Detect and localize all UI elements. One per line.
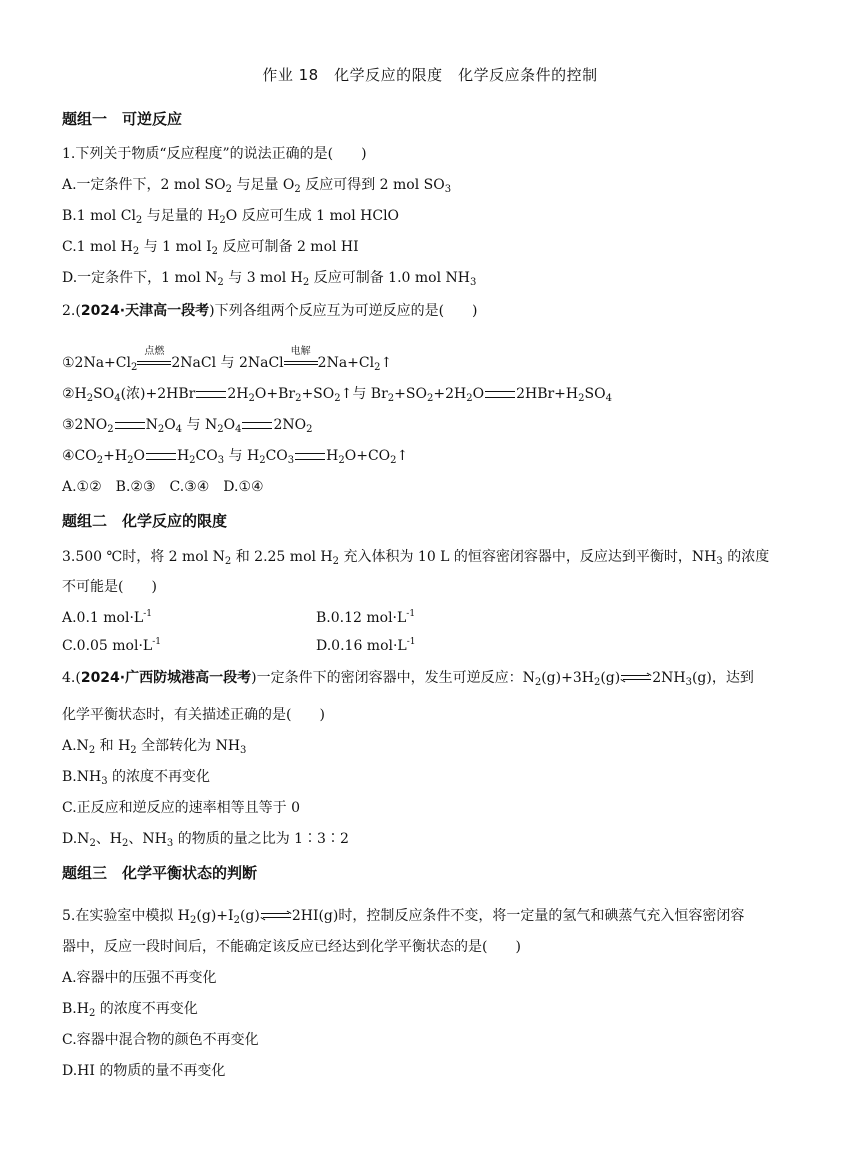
question-4-stem-cont: 化学平衡状态时，有关描述正确的是( ): [62, 707, 325, 723]
question-2-reaction-2: $②H_2SO_4$(浓)+2HBr $2H_2O+Br_2+SO_2↑$与 $Br_2+SO_2+2H_2O$ $2HBr+H_2SO_4$: [62, 386, 612, 404]
question-3-stem: 3.500 ℃时，将 2 mol $N_2$ 和 2.25 mol $H_2$ 充入体积为 10 L 的恒容密闭容器中，反应达到平衡时，$NH_3$ 的浓度: [62, 549, 770, 567]
question-3-stem-cont: 不可能是( ): [62, 579, 157, 595]
reversible-arrow: [261, 911, 291, 921]
question-3-option-a: A.0.1 $mol\cdot L^{-1}$: [62, 609, 152, 626]
question-5-stem: 5.在实验室中模拟 $H_2(g)+I_2(g)$ 2HI(g)时，控制反应条件不变，将一定量的氢气和碘蒸气充入恒容密闭容: [62, 908, 745, 926]
question-4-option-a: $A.N_2$ 和 $H_2$ 全部转化为 $NH_3$: [62, 738, 247, 756]
question-2-options: A.①② B.②③ C.③④ D.①④: [62, 479, 264, 495]
question-4-stem: 4.(2024·广西防城港高一段考)一定条件下的密闭容器中，发生可逆反应：$N_2(g)+3H_2(g)$ $2NH_3(g)$，达到: [62, 670, 754, 688]
question-1-option-b: B.1 mol $Cl_2$ 与足量的 $H_2O$ 反应可生成 1 mol HClO: [62, 208, 400, 226]
question-5-option-d: D.HI 的物质的量不再变化: [62, 1063, 226, 1079]
section-heading-2: 题组二 化学反应的限度: [62, 512, 228, 530]
question-4-option-c: C.正反应和逆反应的速率相等且等于 0: [62, 800, 301, 816]
reaction-arrow-ignite: 点燃: [137, 356, 171, 370]
question-3-option-d: D.0.16 $mol\cdot L^{-1}$: [316, 637, 416, 654]
question-5-stem-cont: 器中，反应一段时间后，不能确定该反应已经达到化学平衡状态的是( ): [62, 939, 521, 955]
reversible-arrow: [621, 673, 651, 683]
question-4-option-b: $B.NH_3$ 的浓度不再变化: [62, 769, 211, 787]
question-3-option-c: C.0.05 $mol\cdot L^{-1}$: [62, 637, 161, 654]
question-1-stem: 1.下列关于物质“反应程度”的说法正确的是( ): [62, 146, 367, 162]
question-1-option-c: C.1 mol $H_2$ 与 1 mol $I_2$ 反应可制备 2 mol HI: [62, 239, 359, 257]
question-5-option-c: C.容器中混合物的颜色不再变化: [62, 1032, 259, 1048]
question-2-stem: 2.(2024·天津高一段考)下列各组两个反应互为可逆反应的是( ): [62, 303, 478, 319]
question-4-option-d: $D.N_2$、$H_2$、$NH_3$ 的物质的量之比为 1∶3∶2: [62, 831, 349, 849]
section-heading-1: 题组一 可逆反应: [62, 110, 183, 128]
question-2-reaction-3: $③2NO_2$ $N_2O_4$ 与 $N_2O_4$ $2NO_2$: [62, 417, 313, 435]
question-4-source: 2024·广西防城港高一段考: [80, 670, 252, 686]
question-5-option-a: A.容器中的压强不再变化: [62, 970, 217, 986]
section-heading-3: 题组三 化学平衡状态的判断: [62, 864, 258, 882]
reaction-arrow-electrolysis: 电解: [284, 356, 318, 370]
question-2-reaction-4: $④CO_2+H_2O$ $H_2CO_3$ 与 $H_2CO_3$ $H_2O+CO_2↑$: [62, 448, 409, 466]
page-title: 作业 18 化学反应的限度 化学反应条件的控制: [262, 66, 598, 84]
question-1-option-d: D.一定条件下，1 mol $N_2$ 与 3 mol $H_2$ 反应可制备 1.0 mol $NH_3$: [62, 270, 477, 288]
question-2-reaction-1: $①2Na+Cl_2$ 点燃 2NaCl 与 2NaCl 电解 $2Na+Cl_2↑$: [62, 346, 393, 373]
question-5-option-b: $B.H_2$ 的浓度不再变化: [62, 1001, 198, 1019]
question-1-option-a: A.一定条件下，2 mol $SO_2$ 与足量 $O_2$ 反应可得到 2 mol $SO_3$: [62, 177, 452, 195]
question-3-option-b: B.0.12 $mol\cdot L^{-1}$: [316, 609, 416, 626]
question-2-source: 2024·天津高一段考: [80, 303, 210, 319]
